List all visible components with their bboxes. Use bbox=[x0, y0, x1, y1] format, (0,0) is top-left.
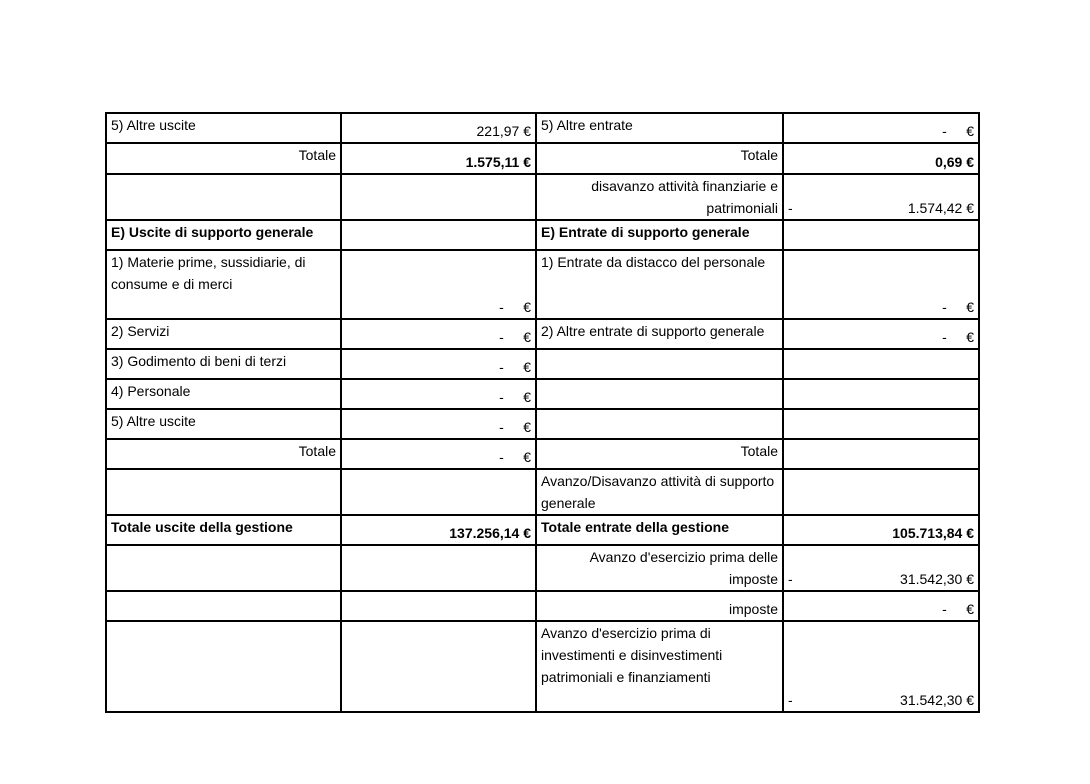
amount-value: - € bbox=[942, 329, 974, 345]
empty-cell bbox=[106, 545, 341, 591]
table-row bbox=[106, 409, 979, 439]
amount-cell bbox=[783, 545, 979, 591]
total-label: Totale bbox=[536, 439, 783, 469]
amount-cell bbox=[341, 349, 536, 379]
amount-value: 31.542,30 € bbox=[900, 571, 974, 587]
amount-value: - € bbox=[499, 389, 531, 405]
amount-cell bbox=[341, 379, 536, 409]
label-cell: 1) Materie prime, sussidiarie, di consume e di merci bbox=[106, 250, 341, 319]
label-cell: Avanzo/Disavanzo attività di supporto generale bbox=[536, 469, 783, 515]
table-row bbox=[106, 220, 979, 250]
label-cell: imposte bbox=[536, 591, 783, 621]
label-cell: 1) Entrate da distacco del personale bbox=[536, 250, 783, 319]
grand-total-label: Totale uscite della gestione bbox=[106, 515, 341, 545]
empty-cell bbox=[341, 220, 536, 250]
amount-cell bbox=[341, 319, 536, 349]
financial-table bbox=[105, 112, 980, 713]
table-row bbox=[106, 439, 979, 469]
grand-total-label: Totale entrate della gestione bbox=[536, 515, 783, 545]
total-amount: 1.575,11 € bbox=[341, 143, 536, 174]
amount-cell bbox=[341, 250, 536, 319]
empty-cell bbox=[783, 469, 979, 515]
empty-cell bbox=[106, 469, 341, 515]
empty-cell bbox=[341, 591, 536, 621]
empty-cell bbox=[341, 174, 536, 220]
amount-cell bbox=[341, 409, 536, 439]
grand-total-amount: 105.713,84 € bbox=[783, 515, 979, 545]
amount-cell: 221,97 € bbox=[341, 113, 536, 143]
label-cell: 3) Godimento di beni di terzi bbox=[106, 349, 341, 379]
label-cell: 5) Altre uscite bbox=[106, 409, 341, 439]
empty-cell bbox=[783, 349, 979, 379]
section-heading: E) Entrate di supporto generale bbox=[536, 220, 783, 250]
amount-sign: - bbox=[788, 200, 793, 216]
label-cell: Avanzo d'esercizio prima delle imposte bbox=[536, 545, 783, 591]
empty-cell bbox=[106, 591, 341, 621]
total-label: Totale bbox=[106, 143, 341, 174]
empty-cell bbox=[341, 545, 536, 591]
table-row bbox=[106, 143, 979, 174]
section-heading: E) Uscite di supporto generale bbox=[106, 220, 341, 250]
empty-cell bbox=[783, 439, 979, 469]
amount-cell bbox=[783, 319, 979, 349]
label-cell: 5) Altre uscite bbox=[106, 113, 341, 143]
amount-value: - € bbox=[942, 601, 974, 617]
empty-cell bbox=[341, 469, 536, 515]
amount-cell bbox=[783, 250, 979, 319]
amount-cell bbox=[783, 113, 979, 143]
label-cell: 5) Altre entrate bbox=[536, 113, 783, 143]
total-amount bbox=[341, 439, 536, 469]
label-cell: 2) Servizi bbox=[106, 319, 341, 349]
amount-sign: - bbox=[788, 571, 793, 587]
table-row bbox=[106, 174, 979, 220]
total-amount: 0,69 € bbox=[783, 143, 979, 174]
empty-cell bbox=[106, 621, 341, 712]
total-label: Totale bbox=[106, 439, 341, 469]
label-cell: 4) Personale bbox=[106, 379, 341, 409]
label-cell: disavanzo attività finanziarie e patrimoniali bbox=[536, 174, 783, 220]
amount-cell bbox=[783, 621, 979, 712]
amount-cell bbox=[783, 591, 979, 621]
empty-cell bbox=[783, 379, 979, 409]
amount-value: 31.542,30 € bbox=[900, 692, 974, 708]
empty-cell bbox=[341, 621, 536, 712]
empty-cell bbox=[536, 379, 783, 409]
table-row bbox=[106, 591, 979, 621]
amount-value: 1.574,42 € bbox=[907, 200, 974, 216]
label-cell: Avanzo d'esercizio prima di investimenti e disinvestimenti patrimoniali e finanziamenti bbox=[536, 621, 783, 712]
amount-cell bbox=[783, 174, 979, 220]
table-row bbox=[106, 515, 979, 545]
empty-cell bbox=[783, 220, 979, 250]
table-row bbox=[106, 113, 979, 143]
table-row bbox=[106, 349, 979, 379]
empty-cell bbox=[536, 409, 783, 439]
grand-total-amount: 137.256,14 € bbox=[341, 515, 536, 545]
table-row bbox=[106, 621, 979, 712]
table-row bbox=[106, 469, 979, 515]
total-label: Totale bbox=[536, 143, 783, 174]
amount-sign: - bbox=[788, 692, 793, 708]
label-cell: 2) Altre entrate di supporto generale bbox=[536, 319, 783, 349]
empty-cell bbox=[783, 409, 979, 439]
table-row bbox=[106, 250, 979, 319]
amount-value: - € bbox=[499, 329, 531, 345]
amount-value: - € bbox=[942, 299, 974, 315]
empty-cell bbox=[106, 174, 341, 220]
amount-value: - € bbox=[942, 123, 974, 139]
table-row bbox=[106, 319, 979, 349]
empty-cell bbox=[536, 349, 783, 379]
amount-value: - € bbox=[499, 419, 531, 435]
amount-value: - € bbox=[499, 359, 531, 375]
amount-value: - € bbox=[499, 449, 531, 465]
table-row bbox=[106, 545, 979, 591]
amount-value: - € bbox=[499, 299, 531, 315]
table-row bbox=[106, 379, 979, 409]
